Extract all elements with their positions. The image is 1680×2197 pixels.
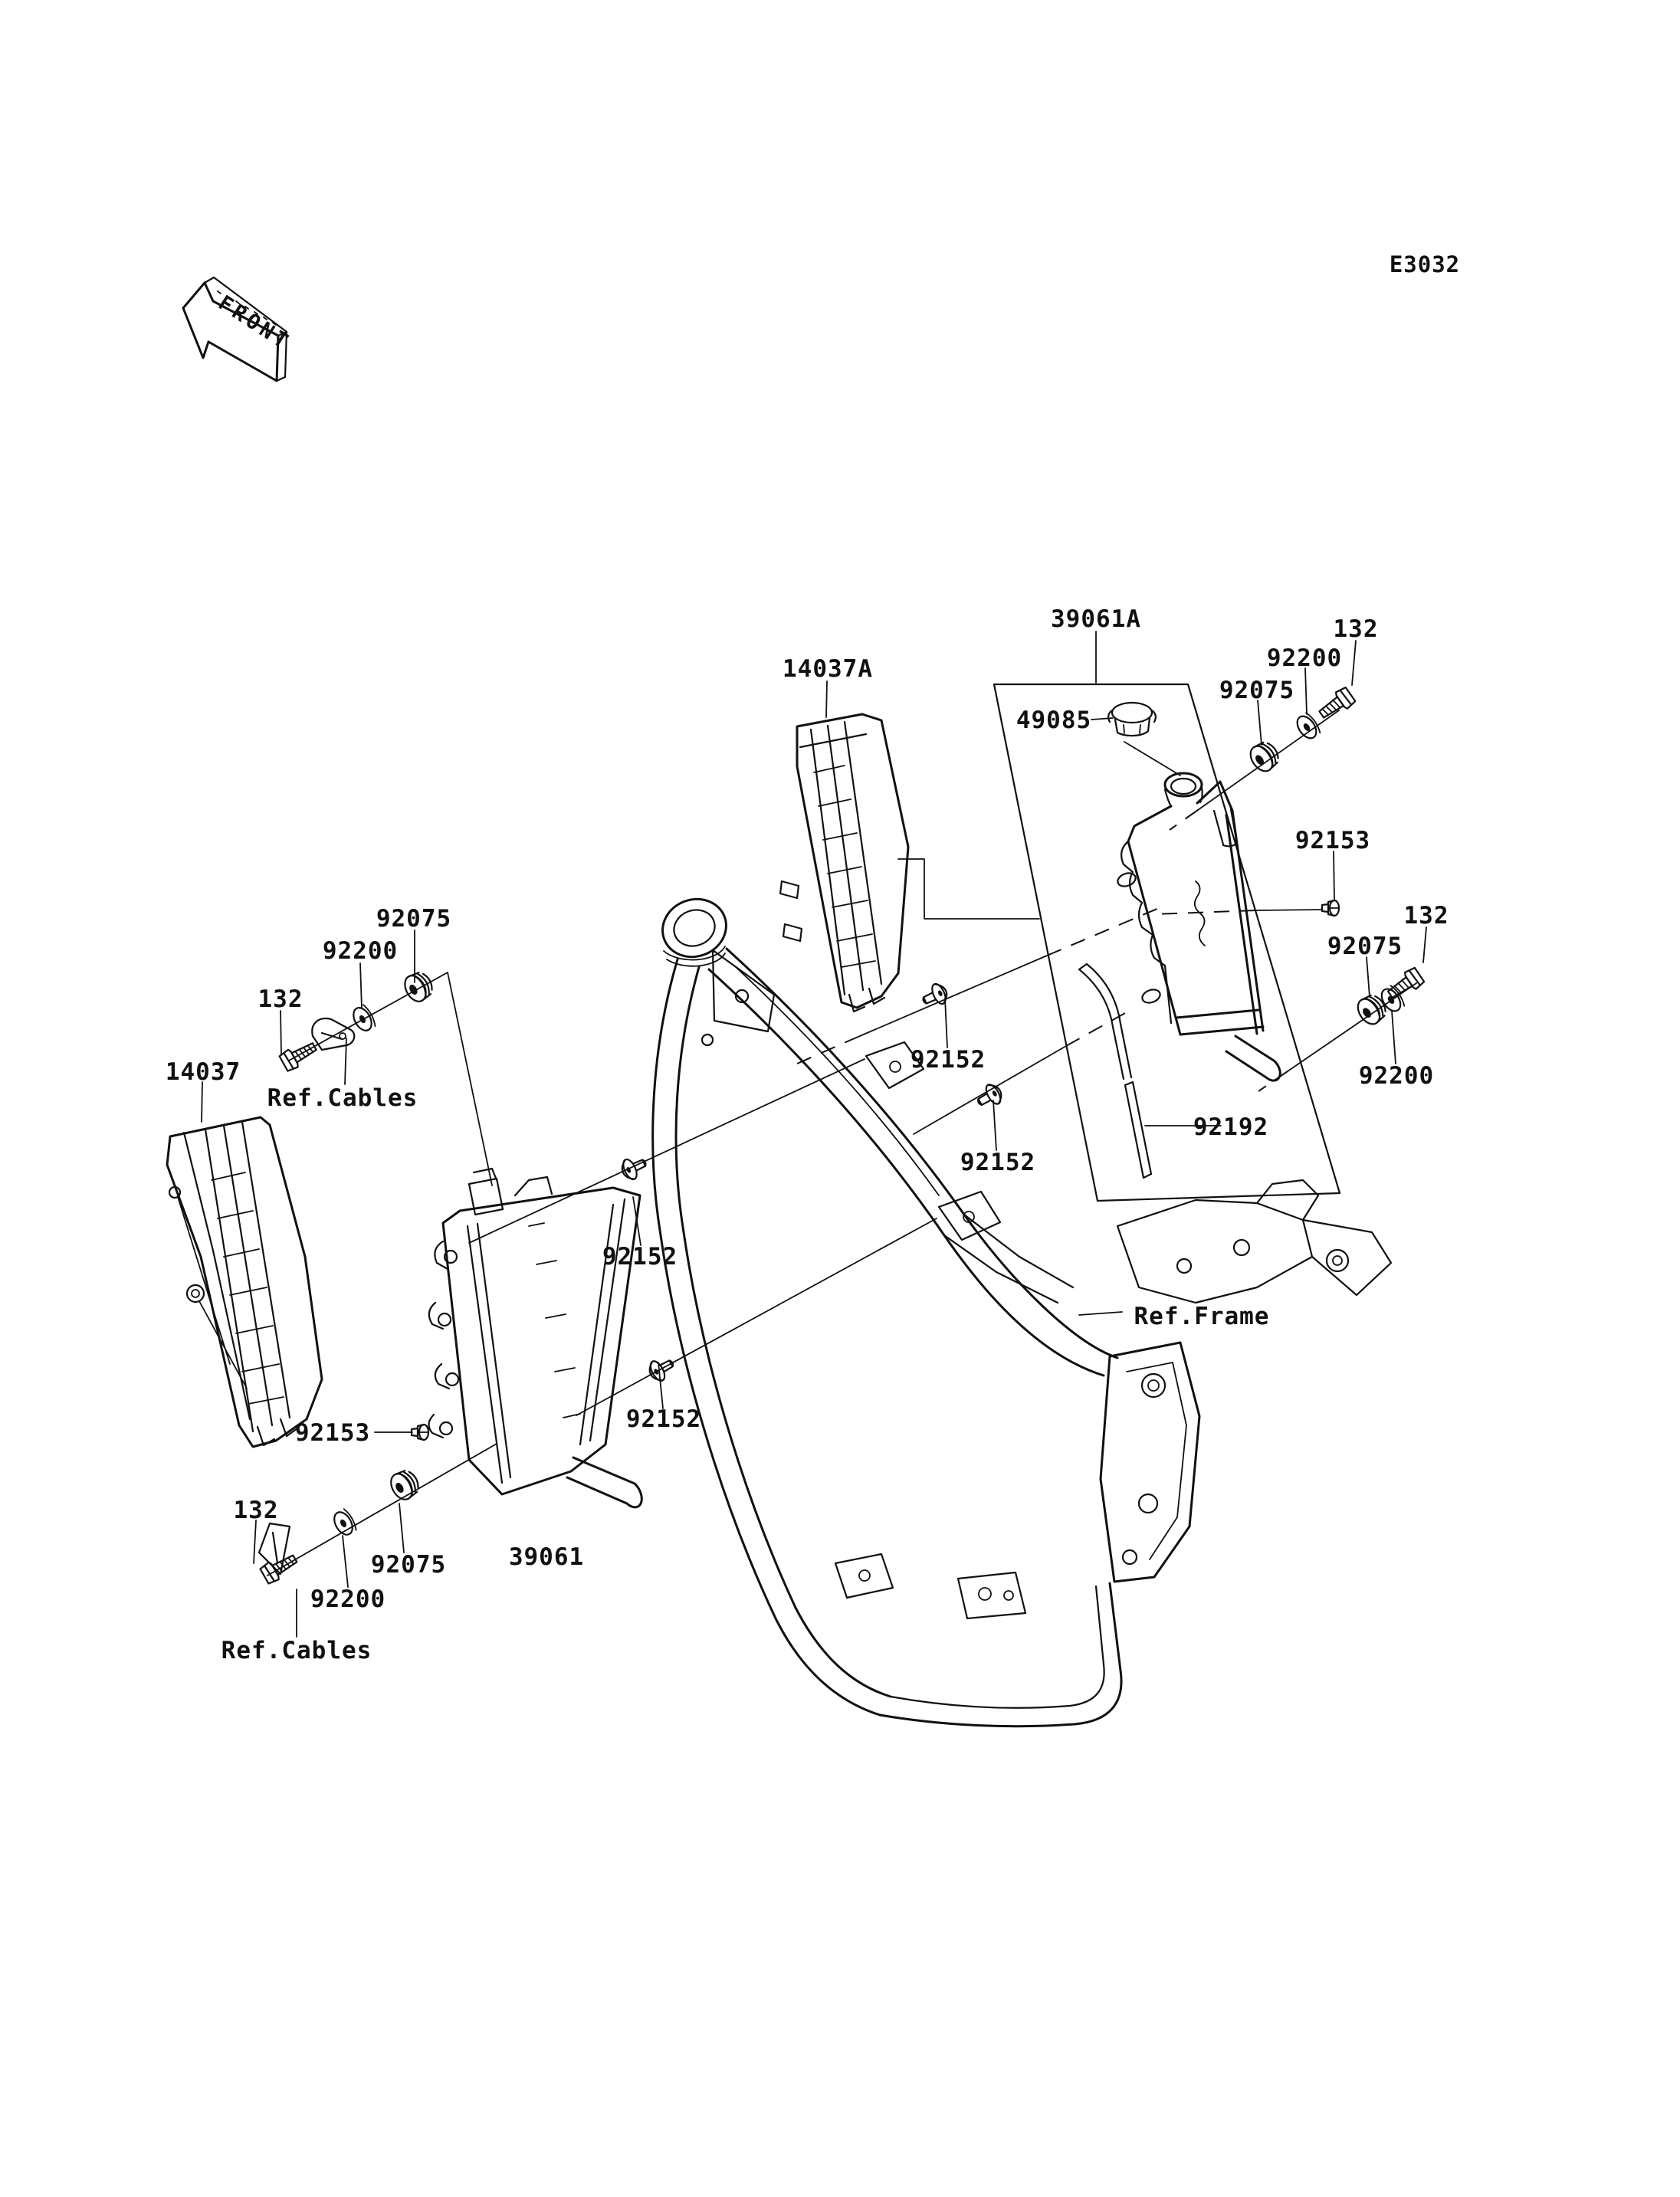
label-92153-right: 92153	[1294, 827, 1371, 854]
grommet-92075-left	[401, 969, 437, 1005]
label-92152-a: 92152	[910, 1046, 986, 1074]
label-92200-left: 92200	[322, 937, 399, 965]
leader-92075-top-right	[1258, 700, 1262, 745]
axis-top-right-hidden	[1170, 810, 1198, 830]
leader-92200-top-right	[1305, 668, 1307, 714]
label-92200-bottom: 92200	[310, 1585, 386, 1613]
label-132-top-right: 132	[1333, 615, 1379, 643]
label-92200-right: 92200	[1358, 1062, 1435, 1090]
left-radiator-guard-drawing	[167, 1117, 322, 1447]
label-132-bottom-left: 132	[233, 1497, 279, 1524]
cable-clamp-top-hole	[340, 1033, 346, 1039]
leader-92152-b	[993, 1100, 996, 1150]
bolt-92152-c	[619, 1153, 650, 1182]
label-132-left: 132	[258, 985, 304, 1013]
leader-49085	[1091, 718, 1113, 720]
label-39061A: 39061A	[1051, 605, 1141, 633]
leader-92152-a	[945, 998, 947, 1048]
front-direction-arrow	[183, 277, 295, 381]
upper-radiator-guard-drawing	[780, 714, 908, 1012]
leader-92200-left	[360, 963, 362, 1008]
leader-guard-to-box	[898, 859, 1039, 919]
label-39061: 39061	[508, 1543, 585, 1571]
label-92075-right: 92075	[1327, 933, 1403, 960]
leader-92075-bottom	[399, 1503, 404, 1553]
left-radiator-drawing	[428, 1169, 641, 1507]
leader-92200-right	[1392, 1011, 1396, 1064]
bolt-132-top-right	[1316, 686, 1357, 723]
breather-hose-drawing	[1079, 964, 1151, 1178]
rivet-92153-bottom-left	[412, 1425, 428, 1440]
label-92152-c: 92152	[602, 1243, 678, 1271]
label-49085: 49085	[1016, 707, 1092, 734]
leader-132-top-right	[1352, 641, 1356, 685]
label-14037: 14037	[165, 1058, 241, 1086]
radiator-cap-drawing	[1108, 703, 1156, 736]
washer-92200-left	[349, 1004, 377, 1034]
leader-132-bottom-left	[254, 1520, 256, 1563]
label-92075-left: 92075	[376, 905, 452, 933]
callout-labels	[166, 605, 1449, 1664]
label-refcables-top: Ref.Cables	[267, 1084, 418, 1112]
grommet-92075-top-right	[1246, 738, 1283, 776]
axis-92152-a-hidden-r	[1047, 908, 1159, 956]
label-92075-top-right: 92075	[1219, 677, 1295, 704]
label-92153-bottom-left: 92153	[294, 1419, 371, 1447]
label-92192: 92192	[1193, 1113, 1269, 1141]
sheet-code: E3032	[1389, 251, 1461, 277]
axis-92152-c	[469, 1059, 865, 1243]
leader-132-right	[1423, 927, 1426, 962]
axis-cap-to-neck	[1124, 742, 1180, 776]
axis-left-bent	[289, 972, 492, 1185]
washer-92200-bottom	[330, 1508, 358, 1538]
leader-92200-bottom	[343, 1536, 348, 1587]
washer-92200-top-right	[1294, 711, 1322, 741]
leader-refframe	[1079, 1312, 1122, 1315]
grommet-92075-bottom	[387, 1467, 423, 1503]
label-92152-b: 92152	[960, 1149, 1036, 1176]
front-arrow-label: FRONT	[214, 290, 296, 356]
frame-drawing	[653, 890, 1391, 1726]
label-refframe: Ref.Frame	[1134, 1303, 1270, 1330]
bolt-92152-d	[645, 1353, 678, 1384]
rivet-92153-right	[1322, 900, 1339, 916]
label-132-right: 132	[1403, 902, 1449, 930]
label-92075-bottom: 92075	[370, 1551, 447, 1579]
label-92152-d: 92152	[625, 1405, 702, 1433]
label-14037A: 14037A	[783, 655, 873, 683]
leader-14037A	[826, 681, 827, 717]
right-radiator-drawing	[1116, 773, 1280, 1080]
label-92200-top-right: 92200	[1266, 644, 1343, 672]
right-radiator-detail-box	[994, 684, 1340, 1201]
cable-clamp-top	[312, 1018, 354, 1050]
bolt-132-bottom-left	[260, 1550, 300, 1585]
label-refcables-bottom: Ref.Cables	[221, 1637, 372, 1664]
leader-92075-right	[1367, 957, 1370, 997]
